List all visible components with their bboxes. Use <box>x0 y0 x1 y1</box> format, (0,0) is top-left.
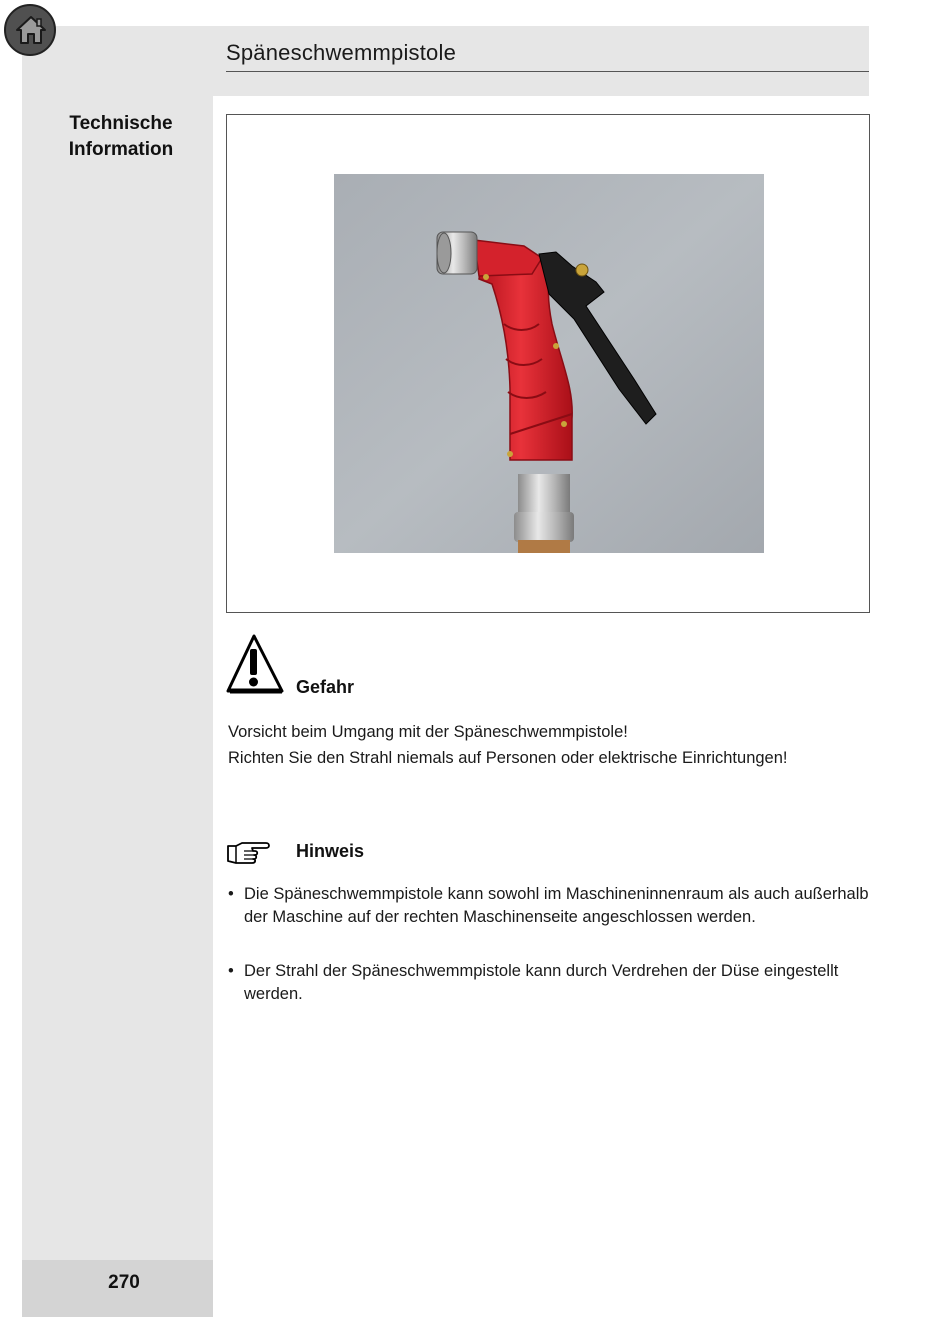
bullet-symbol: • <box>228 962 234 980</box>
list-item <box>228 960 878 1006</box>
bullet-symbol: • <box>228 885 234 903</box>
home-button[interactable] <box>4 4 56 56</box>
list-item <box>228 883 878 929</box>
list-item-text: Die Späneschwemmpistole kann sowohl im Maschineninnenraum als auch außerhalb der Maschine auf der rechten Maschinenseite angeschlossen werden. <box>244 885 869 926</box>
title-divider <box>226 71 869 72</box>
danger-text-line: Vorsicht beim Umgang mit der Späneschwemmpistole! <box>228 723 628 741</box>
warning-triangle-icon <box>226 633 286 695</box>
section-label <box>30 111 212 163</box>
section-label-line1: Technische <box>69 113 173 134</box>
pointing-hand-icon <box>226 839 272 867</box>
note-heading: Hinweis <box>296 841 365 861</box>
danger-heading: Gefahr <box>296 677 355 697</box>
sidebar <box>22 26 213 1317</box>
home-icon <box>13 12 49 48</box>
section-label-line2: Information <box>68 139 174 160</box>
danger-text-line: Richten Sie den Strahl niemals auf Personen oder elektrische Einrichtungen! <box>228 749 788 767</box>
spray-gun-photo <box>334 174 764 553</box>
page-number: 270 <box>108 1272 140 1293</box>
list-item-text: Der Strahl der Späneschwemmpistole kann durch Verdrehen der Düse eingestellt werden. <box>244 962 839 1003</box>
page-title: Späneschwemmpistole <box>226 40 457 65</box>
